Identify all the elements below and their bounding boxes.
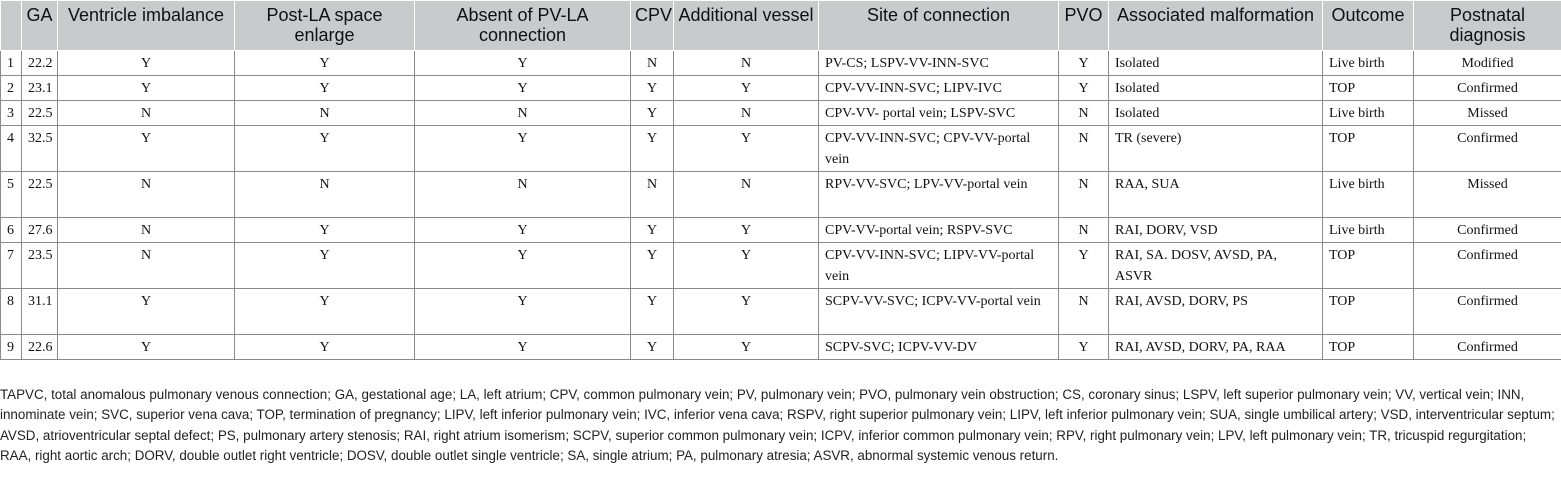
cell-index: 6 bbox=[1, 218, 22, 243]
cell-outcome: Live birth bbox=[1323, 218, 1414, 243]
header-row bbox=[1, 1, 1561, 51]
cell-cpv: N bbox=[631, 172, 674, 218]
table-row bbox=[1, 218, 1561, 243]
cell-ventricle-imbalance: Y bbox=[58, 335, 235, 360]
col-header-absent-pv-la: Absent of PV-LA connection bbox=[415, 1, 631, 51]
cell-site-of-connection: SCPV-VV-SVC; ICPV-VV-portal vein bbox=[819, 289, 1059, 335]
cell-pvo: Y bbox=[1059, 76, 1109, 101]
cell-ga: 23.1 bbox=[22, 76, 58, 101]
cell-ga: 22.2 bbox=[22, 51, 58, 76]
col-header-additional-vessel: Additional vessel bbox=[674, 1, 819, 51]
cell-cpv: Y bbox=[631, 126, 674, 172]
cell-outcome: Live birth bbox=[1323, 51, 1414, 76]
cell-ga: 23.5 bbox=[22, 243, 58, 289]
cell-associated-malformation: RAI, SA. DOSV, AVSD, PA, ASVR bbox=[1109, 243, 1323, 289]
cell-pvo: Y bbox=[1059, 335, 1109, 360]
cell-ventricle-imbalance: Y bbox=[58, 51, 235, 76]
cell-additional-vessel: N bbox=[674, 172, 819, 218]
cell-outcome: Live birth bbox=[1323, 101, 1414, 126]
cell-postnatal-diagnosis: Missed bbox=[1414, 172, 1561, 218]
cell-post-la-space: Y bbox=[235, 218, 415, 243]
col-header-associated-malformation: Associated malformation bbox=[1109, 1, 1323, 51]
cell-outcome: TOP bbox=[1323, 126, 1414, 172]
cell-cpv: Y bbox=[631, 243, 674, 289]
table-row bbox=[1, 289, 1561, 335]
cell-ventricle-imbalance: N bbox=[58, 101, 235, 126]
cell-absent-pv-la: Y bbox=[415, 76, 631, 101]
cell-site-of-connection: PV-CS; LSPV-VV-INN-SVC bbox=[819, 51, 1059, 76]
cell-postnatal-diagnosis: Confirmed bbox=[1414, 243, 1561, 289]
cell-site-of-connection: CPV-VV-portal vein; RSPV-SVC bbox=[819, 218, 1059, 243]
col-header-site-of-connection: Site of connection bbox=[819, 1, 1059, 51]
cell-additional-vessel: Y bbox=[674, 243, 819, 289]
cell-additional-vessel: Y bbox=[674, 76, 819, 101]
cell-postnatal-diagnosis: Modified bbox=[1414, 51, 1561, 76]
cell-ventricle-imbalance: N bbox=[58, 243, 235, 289]
cell-post-la-space: Y bbox=[235, 76, 415, 101]
cell-outcome: TOP bbox=[1323, 76, 1414, 101]
cell-post-la-space: N bbox=[235, 101, 415, 126]
cell-absent-pv-la: N bbox=[415, 101, 631, 126]
cell-pvo: Y bbox=[1059, 51, 1109, 76]
cell-site-of-connection: CPV-VV- portal vein; LSPV-SVC bbox=[819, 101, 1059, 126]
cell-ventricle-imbalance: N bbox=[58, 172, 235, 218]
table-row bbox=[1, 335, 1561, 360]
cell-cpv: Y bbox=[631, 76, 674, 101]
cell-associated-malformation: Isolated bbox=[1109, 101, 1323, 126]
cell-associated-malformation: RAI, AVSD, DORV, PA, RAA bbox=[1109, 335, 1323, 360]
cell-postnatal-diagnosis: Confirmed bbox=[1414, 335, 1561, 360]
cell-postnatal-diagnosis: Missed bbox=[1414, 101, 1561, 126]
cell-index: 9 bbox=[1, 335, 22, 360]
cell-absent-pv-la: N bbox=[415, 172, 631, 218]
cell-post-la-space: Y bbox=[235, 289, 415, 335]
cell-pvo: N bbox=[1059, 126, 1109, 172]
cell-ga: 22.6 bbox=[22, 335, 58, 360]
col-header-ventricle-imbalance: Ventricle imbalance bbox=[58, 1, 235, 51]
cell-postnatal-diagnosis: Confirmed bbox=[1414, 76, 1561, 101]
cell-index: 4 bbox=[1, 126, 22, 172]
cell-absent-pv-la: Y bbox=[415, 126, 631, 172]
cell-pvo: N bbox=[1059, 101, 1109, 126]
col-header-post-la-space: Post-LA space enlarge bbox=[235, 1, 415, 51]
col-header-postnatal-diagnosis: Postnatal diagnosis bbox=[1414, 1, 1561, 51]
cell-post-la-space: Y bbox=[235, 126, 415, 172]
cell-post-la-space: Y bbox=[235, 51, 415, 76]
cell-associated-malformation: RAA, SUA bbox=[1109, 172, 1323, 218]
cell-ga: 27.6 bbox=[22, 218, 58, 243]
cell-absent-pv-la: Y bbox=[415, 218, 631, 243]
cell-ventricle-imbalance: N bbox=[58, 218, 235, 243]
table-row bbox=[1, 76, 1561, 101]
cell-associated-malformation: RAI, DORV, VSD bbox=[1109, 218, 1323, 243]
cell-associated-malformation: Isolated bbox=[1109, 76, 1323, 101]
cell-ga: 22.5 bbox=[22, 101, 58, 126]
cell-absent-pv-la: Y bbox=[415, 51, 631, 76]
cell-index: 8 bbox=[1, 289, 22, 335]
cell-site-of-connection: RPV-VV-SVC; LPV-VV-portal vein bbox=[819, 172, 1059, 218]
cell-ga: 22.5 bbox=[22, 172, 58, 218]
cell-index: 3 bbox=[1, 101, 22, 126]
cell-ga: 31.1 bbox=[22, 289, 58, 335]
table-row bbox=[1, 51, 1561, 76]
cell-cpv: Y bbox=[631, 335, 674, 360]
cell-cpv: Y bbox=[631, 218, 674, 243]
col-header-pvo: PVO bbox=[1059, 1, 1109, 51]
cell-ga: 32.5 bbox=[22, 126, 58, 172]
cell-site-of-connection: CPV-VV-INN-SVC; CPV-VV-portal vein bbox=[819, 126, 1059, 172]
cell-postnatal-diagnosis: Confirmed bbox=[1414, 126, 1561, 172]
cell-additional-vessel: N bbox=[674, 101, 819, 126]
col-header-ga: GA bbox=[22, 1, 58, 51]
cell-outcome: Live birth bbox=[1323, 172, 1414, 218]
cell-absent-pv-la: Y bbox=[415, 243, 631, 289]
cell-cpv: Y bbox=[631, 101, 674, 126]
cell-cpv: Y bbox=[631, 289, 674, 335]
cell-index: 5 bbox=[1, 172, 22, 218]
cell-post-la-space: N bbox=[235, 172, 415, 218]
cell-pvo: Y bbox=[1059, 243, 1109, 289]
cell-additional-vessel: N bbox=[674, 51, 819, 76]
table-row bbox=[1, 101, 1561, 126]
cell-postnatal-diagnosis: Confirmed bbox=[1414, 218, 1561, 243]
cell-ventricle-imbalance: Y bbox=[58, 289, 235, 335]
cell-outcome: TOP bbox=[1323, 335, 1414, 360]
col-header-outcome: Outcome bbox=[1323, 1, 1414, 51]
cell-site-of-connection: CPV-VV-INN-SVC; LIPV-IVC bbox=[819, 76, 1059, 101]
table-footnote: TAPVC, total anomalous pulmonary venous connection; GA, gestational age; LA, left atrium; CPV, common pulmonary vein; PV, pulmonary vein; PVO, pulmonary vein obstruction; CS, coronary sinus; LSPV, left superior pulmonary vein; VV, vertical vein; INN, innominate vein; SVC, superior vena cava; TOP, termination of pregnancy; LIPV, left inferior pulmonary vein; IVC, inferior vena cava; RSPV, right superior pulmonary vein; LIPV, left inferior pulmonary vein; SUA, single umbilical artery; VSD, interventricular septum; AVSD, atrioventricular septal defect; PS, pulmonary artery stenosis; RAI, right atrium isomerism; SCPV, superior common pulmonary vein; ICPV, inferior common pulmonary vein; RPV, right pulmonary vein; LPV, left pulmonary vein; TR, tricuspid regurgitation; RAA, right aortic arch; DORV, double outlet right ventricle; DOSV, double outlet single ventricle; SA, single atrium; PA, pulmonary atresia; ASVR, abnormal systemic venous return. bbox=[0, 387, 1555, 463]
col-header-cpv: CPV bbox=[631, 1, 674, 51]
cell-postnatal-diagnosis: Confirmed bbox=[1414, 289, 1561, 335]
cell-index: 1 bbox=[1, 51, 22, 76]
cell-outcome: TOP bbox=[1323, 289, 1414, 335]
cell-pvo: N bbox=[1059, 289, 1109, 335]
cell-outcome: TOP bbox=[1323, 243, 1414, 289]
cell-ventricle-imbalance: Y bbox=[58, 76, 235, 101]
col-header-index bbox=[1, 1, 22, 51]
cell-site-of-connection: CPV-VV-INN-SVC; LIPV-VV-portal vein bbox=[819, 243, 1059, 289]
cell-additional-vessel: Y bbox=[674, 126, 819, 172]
cell-index: 2 bbox=[1, 76, 22, 101]
cell-additional-vessel: Y bbox=[674, 335, 819, 360]
cell-absent-pv-la: Y bbox=[415, 335, 631, 360]
table-row bbox=[1, 243, 1561, 289]
cell-pvo: N bbox=[1059, 218, 1109, 243]
cell-additional-vessel: Y bbox=[674, 218, 819, 243]
cell-site-of-connection: SCPV-SVC; ICPV-VV-DV bbox=[819, 335, 1059, 360]
cell-associated-malformation: Isolated bbox=[1109, 51, 1323, 76]
cell-index: 7 bbox=[1, 243, 22, 289]
cell-additional-vessel: Y bbox=[674, 289, 819, 335]
table-row bbox=[1, 172, 1561, 218]
cell-absent-pv-la: Y bbox=[415, 289, 631, 335]
cell-pvo: N bbox=[1059, 172, 1109, 218]
cell-cpv: N bbox=[631, 51, 674, 76]
cell-ventricle-imbalance: Y bbox=[58, 126, 235, 172]
cell-associated-malformation: RAI, AVSD, DORV, PS bbox=[1109, 289, 1323, 335]
table-row bbox=[1, 126, 1561, 172]
cell-post-la-space: Y bbox=[235, 243, 415, 289]
cell-post-la-space: Y bbox=[235, 335, 415, 360]
cell-associated-malformation: TR (severe) bbox=[1109, 126, 1323, 172]
